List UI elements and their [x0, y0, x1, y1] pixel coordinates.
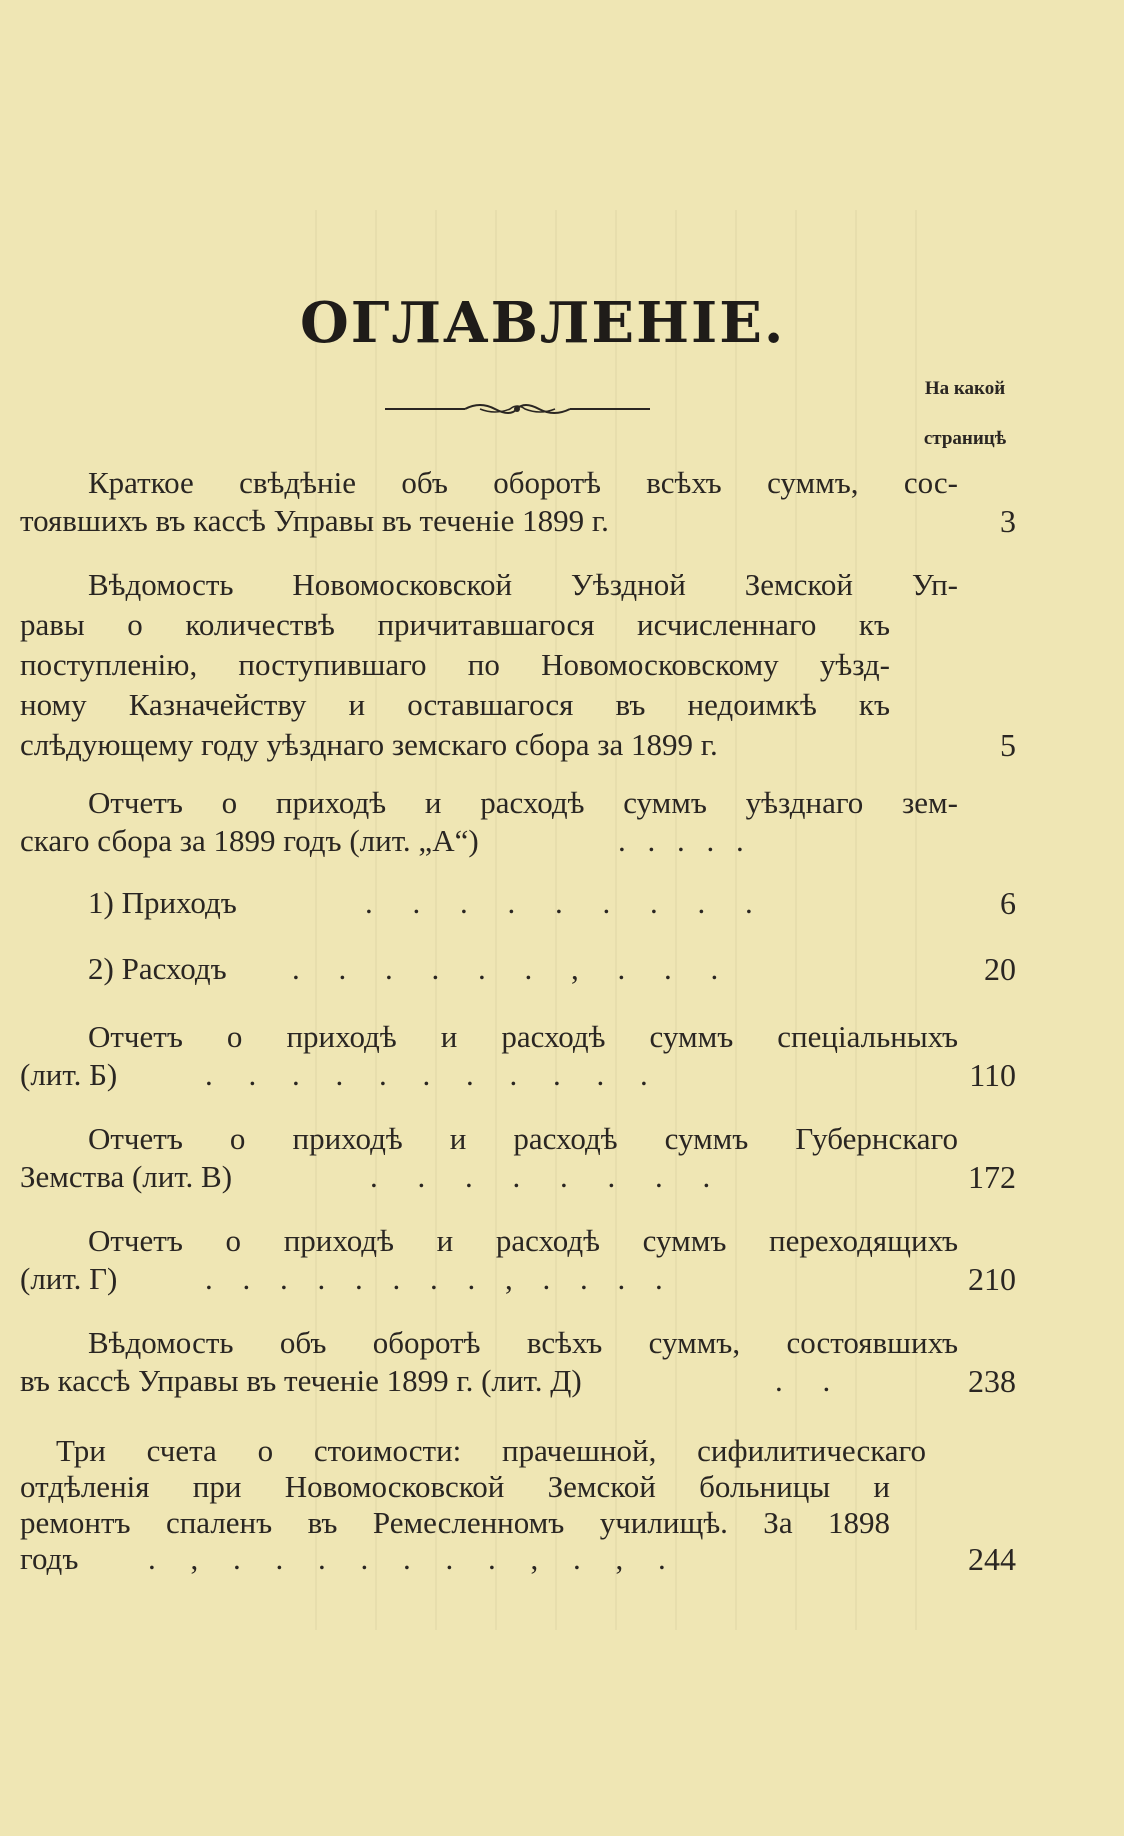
column-header-line1: На какой [924, 378, 1006, 399]
column-header-line2: страницѣ [923, 428, 1007, 449]
entry-4-leader: . . . . . . . . . [365, 885, 753, 920]
entry-6-line-1: Отчетъ о приходѣ и расходѣ суммъ спеціальныхъ [88, 1019, 958, 1054]
entry-2-line-3: поступленію, поступившаго по Новомосковскому уѣзд- [20, 647, 890, 682]
entry-1-line-1: Краткое свѣдѣніе объ оборотѣ всѣхъ суммъ, сос- [88, 465, 958, 500]
entry-8-leader: . . . . . . . . , . . . . [205, 1261, 663, 1296]
entry-7-line-1: Отчетъ о приходѣ и расходѣ суммъ Губернскаго [88, 1121, 958, 1156]
entry-2-line-2: равы о количествѣ причитавшагося исчисленнаго къ [20, 607, 890, 642]
entry-2-line-1: Вѣдомость Новомосковской Уѣздной Земской Уп- [88, 567, 958, 602]
entry-5-line-1: 2) Расходъ [88, 951, 227, 986]
entry-8-page: 210 [968, 1261, 1016, 1297]
entry-6-page: 110 [969, 1057, 1016, 1093]
entry-3-line-1: Отчетъ о приходѣ и расходѣ суммъ уѣзднаго зем- [88, 785, 958, 820]
entry-2-page: 5 [1000, 727, 1016, 763]
page-title: ОГЛАВЛЕНІЕ. [300, 290, 786, 356]
entry-9-line-2: въ кассѣ Управы въ теченіе 1899 г. (лит. Д) [20, 1363, 582, 1398]
entry-8-line-1: Отчетъ о приходѣ и расходѣ суммъ переходящихъ [88, 1223, 958, 1258]
entry-5-page: 20 [984, 951, 1016, 987]
entry-10-line-2: отдѣленія при Новомосковской Земской больницы и [20, 1469, 890, 1504]
entry-4-page: 6 [1000, 885, 1016, 921]
entry-9-page: 238 [968, 1363, 1016, 1399]
ornament-divider [385, 398, 650, 420]
entry-10-page: 244 [968, 1541, 1016, 1577]
entry-4-line-1: 1) Приходъ [88, 885, 237, 920]
entry-1-page: 3 [1000, 503, 1016, 539]
entry-6-leader: . . . . . . . . . . . [205, 1057, 648, 1092]
entry-2-line-5: слѣдующему году уѣзднаго земскаго сбора за 1899 г. [20, 727, 718, 762]
entry-3-line-2: скаго сбора за 1899 годъ (лит. „А“) [20, 823, 479, 858]
entry-9-line-1: Вѣдомость объ оборотѣ всѣхъ суммъ, состоявшихъ [88, 1325, 958, 1360]
entry-3-leader: . . . . . [618, 823, 744, 858]
entry-9-leader: . . [775, 1363, 831, 1398]
entry-8-line-2: (лит. Г) [20, 1261, 118, 1296]
entry-7-leader: . . . . . . . . [370, 1159, 711, 1194]
entry-10-line-1: Три счета о стоимости: прачешной, сифилитическаго [56, 1433, 926, 1468]
entry-7-page: 172 [968, 1159, 1016, 1195]
entry-1-line-2: тоявшихъ въ кассѣ Управы въ теченіе 1899 г. [20, 503, 609, 538]
entry-6-line-2: (лит. Б) [20, 1057, 118, 1092]
entry-10-leader: . , . . . . . . . , . , . [148, 1541, 666, 1576]
entry-5-leader: . . . . . . , . . . [292, 951, 719, 986]
entry-2-line-4: ному Казначейству и оставшагося въ недоимкѣ къ [20, 687, 890, 722]
entry-10-line-3: ремонтъ спаленъ въ Ремесленномъ училищѣ. За 1898 [20, 1505, 890, 1540]
entry-10-line-4: годъ [20, 1541, 79, 1576]
entry-7-line-2: Земства (лит. В) [20, 1159, 233, 1194]
